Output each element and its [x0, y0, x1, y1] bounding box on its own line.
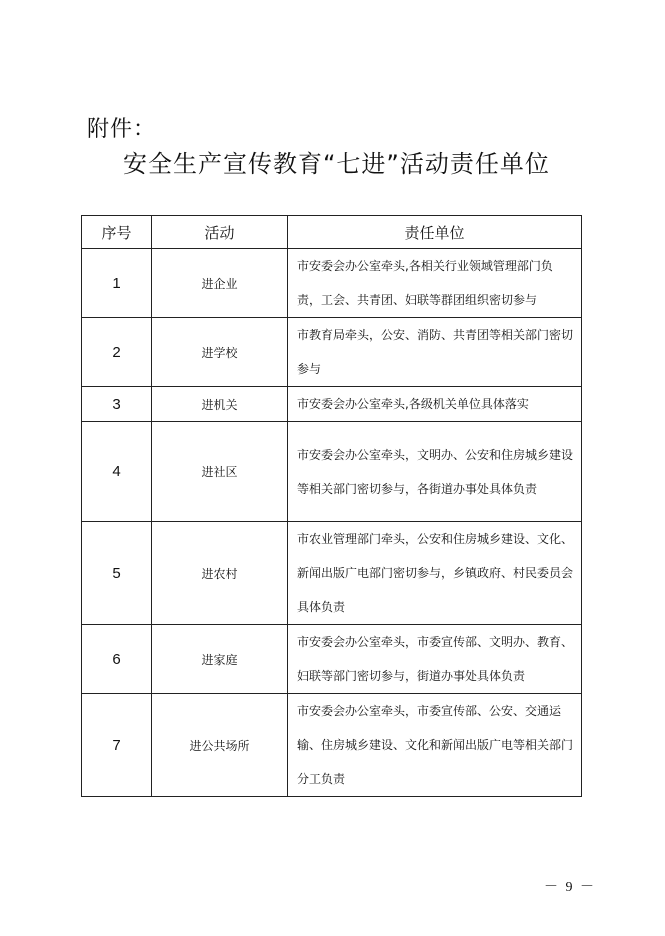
table-header-row — [82, 216, 582, 249]
table-row — [82, 522, 582, 625]
row-unit: 市安委会办公室牵头，市委宣传部、文明办、教育、妇联等部门密切参与，街道办事处具体负责 — [288, 625, 582, 694]
row-number: 4 — [82, 422, 152, 522]
document-title: 安全生产宣传教育“七进”活动责任单位 — [123, 150, 550, 178]
row-activity: 进学校 — [152, 318, 288, 387]
table-row — [82, 625, 582, 694]
row-activity: 进家庭 — [152, 625, 288, 694]
row-activity: 进企业 — [152, 249, 288, 318]
row-activity: 进农村 — [152, 522, 288, 625]
row-number: 7 — [82, 694, 152, 797]
table-row — [82, 249, 582, 318]
table-row — [82, 387, 582, 422]
row-unit: 市安委会办公室牵头,各级机关单位具体落实 — [288, 387, 582, 422]
header-unit: 责任单位 — [288, 216, 582, 249]
responsibility-table — [81, 215, 582, 797]
row-number: 1 — [82, 249, 152, 318]
row-unit: 市安委会办公室牵头,各相关行业领域管理部门负责，工会、共青团、妇联等群团组织密切参与 — [288, 249, 582, 318]
header-no: 序号 — [82, 216, 152, 249]
row-number: 3 — [82, 387, 152, 422]
header-activity: 活动 — [152, 216, 288, 249]
row-activity: 进公共场所 — [152, 694, 288, 797]
row-unit: 市农业管理部门牵头，公安和住房城乡建设、文化、新闻出版广电部门密切参与，乡镇政府、村民委员会具体负责 — [288, 522, 582, 625]
row-unit: 市安委会办公室牵头，市委宣传部、公安、交通运输、住房城乡建设、文化和新闻出版广电等相关部门分工负责 — [288, 694, 582, 797]
row-activity: 进机关 — [152, 387, 288, 422]
row-unit: 市安委会办公室牵头，文明办、公安和住房城乡建设等相关部门密切参与，各街道办事处具体负责 — [288, 422, 582, 522]
page-number: － 9 － — [544, 880, 596, 895]
row-number: 2 — [82, 318, 152, 387]
row-number: 5 — [82, 522, 152, 625]
table-row — [82, 318, 582, 387]
row-unit: 市教育局牵头，公安、消防、共青团等相关部门密切参与 — [288, 318, 582, 387]
attachment-label: 附件： — [87, 117, 157, 142]
row-number: 6 — [82, 625, 152, 694]
table-row — [82, 422, 582, 522]
table-row — [82, 694, 582, 797]
row-activity: 进社区 — [152, 422, 288, 522]
